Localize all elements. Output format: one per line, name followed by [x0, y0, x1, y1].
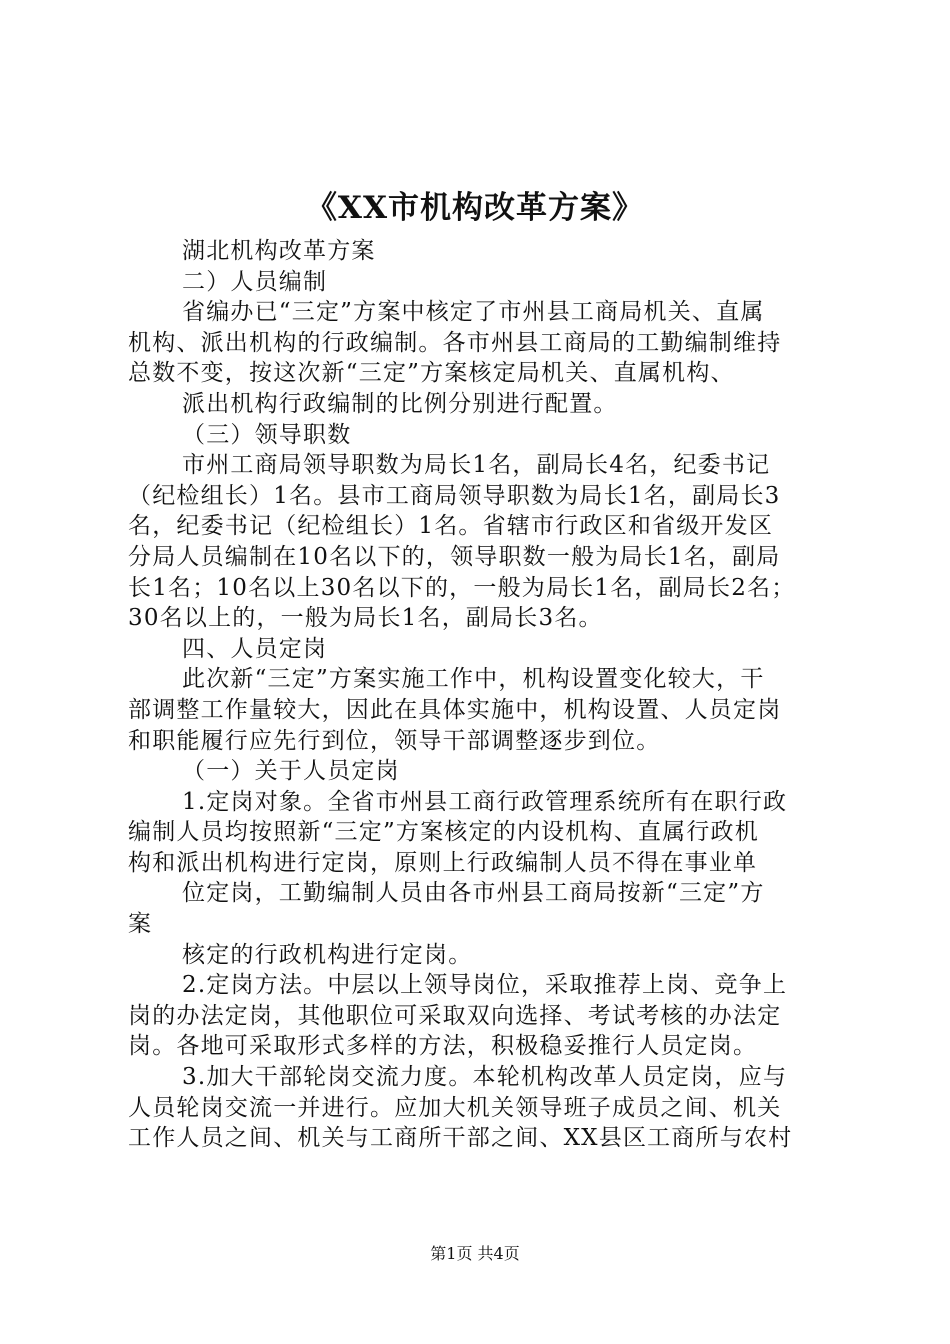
text-line: 人员轮岗交流一并进行。应加大机关领导班子成员之间、机关 [128, 1094, 782, 1121]
text-line: 省编办已“三定”方案中核定了市州县工商局机关、直属 [182, 299, 765, 326]
text-line: 分局人员编制在10名以下的，领导职数一般为局长1名，副局 [128, 543, 781, 570]
page-footer: 第1页 共4页 [430, 1244, 520, 1263]
text-line: 构和派出机构进行定岗，原则上行政编制人员不得在事业单 [128, 849, 758, 876]
text-line: 市州工商局领导职数为局长1名，副局长4名，纪委书记 [182, 452, 771, 479]
text-line: 此次新“三定”方案实施工作中，机构设置变化较大，干 [182, 666, 765, 693]
text-line: 和职能履行应先行到位，领导干部调整逐步到位。 [128, 727, 661, 754]
text-line: 四、人员定岗 [182, 635, 328, 662]
text-line: （纪检组长）1名。县市工商局领导职数为局长1名，副局长3 [128, 482, 781, 509]
text-line: 长1名；10名以上30名以下的，一般为局长1名，副局长2名； [128, 574, 796, 601]
text-line: 案 [128, 911, 153, 938]
text-line: 派出机构行政编制的比例分别进行配置。 [182, 390, 618, 417]
text-line: 部调整工作量较大，因此在具体实施中，机构设置、人员定岗 [128, 696, 782, 723]
text-line: 机构、派出机构的行政编制。各市州县工商局的工勤编制维持 [128, 329, 782, 356]
text-line: （一）关于人员定岗 [182, 758, 400, 785]
text-line: 3.加大干部轮岗交流力度。本轮机构改革人员定岗，应与 [182, 1064, 788, 1091]
text-line: （三）领导职数 [182, 421, 352, 448]
text-line: 位定岗，工勤编制人员由各市州县工商局按新“三定”方 [182, 880, 765, 907]
text-line: 工作人员之间、机关与工商所干部之间、XX县区工商所与农村 [128, 1125, 793, 1152]
document-body [128, 236, 840, 1154]
text-line: 30名以上的，一般为局长1名，副局长3名。 [128, 605, 603, 632]
text-line: 岗。各地可采取形式多样的方法，积极稳妥推行人员定岗。 [128, 1033, 758, 1060]
text-line: 名，纪委书记（纪检组长）1名。省辖市行政区和省级开发区 [128, 513, 774, 540]
text-line: 岗的办法定岗，其他职位可采取双向选择、考试考核的办法定 [128, 1002, 782, 1029]
text-line: 2.定岗方法。中层以上领导岗位，采取推荐上岗、竞争上 [182, 972, 788, 999]
text-line: 湖北机构改革方案 [182, 238, 376, 264]
text-line: 核定的行政机构进行定岗。 [182, 941, 473, 968]
text-line: 二）人员编制 [182, 268, 328, 295]
text-line: 总数不变，按这次新“三定”方案核定局机关、直属机构、 [128, 360, 735, 387]
text-line: 编制人员均按照新“三定”方案核定的内设机构、直属行政机 [128, 819, 759, 846]
text-line: 1.定岗对象。全省市州县工商行政管理系统所有在职行政 [182, 788, 788, 815]
document-title: 《XX市机构改革方案》 [305, 190, 645, 226]
